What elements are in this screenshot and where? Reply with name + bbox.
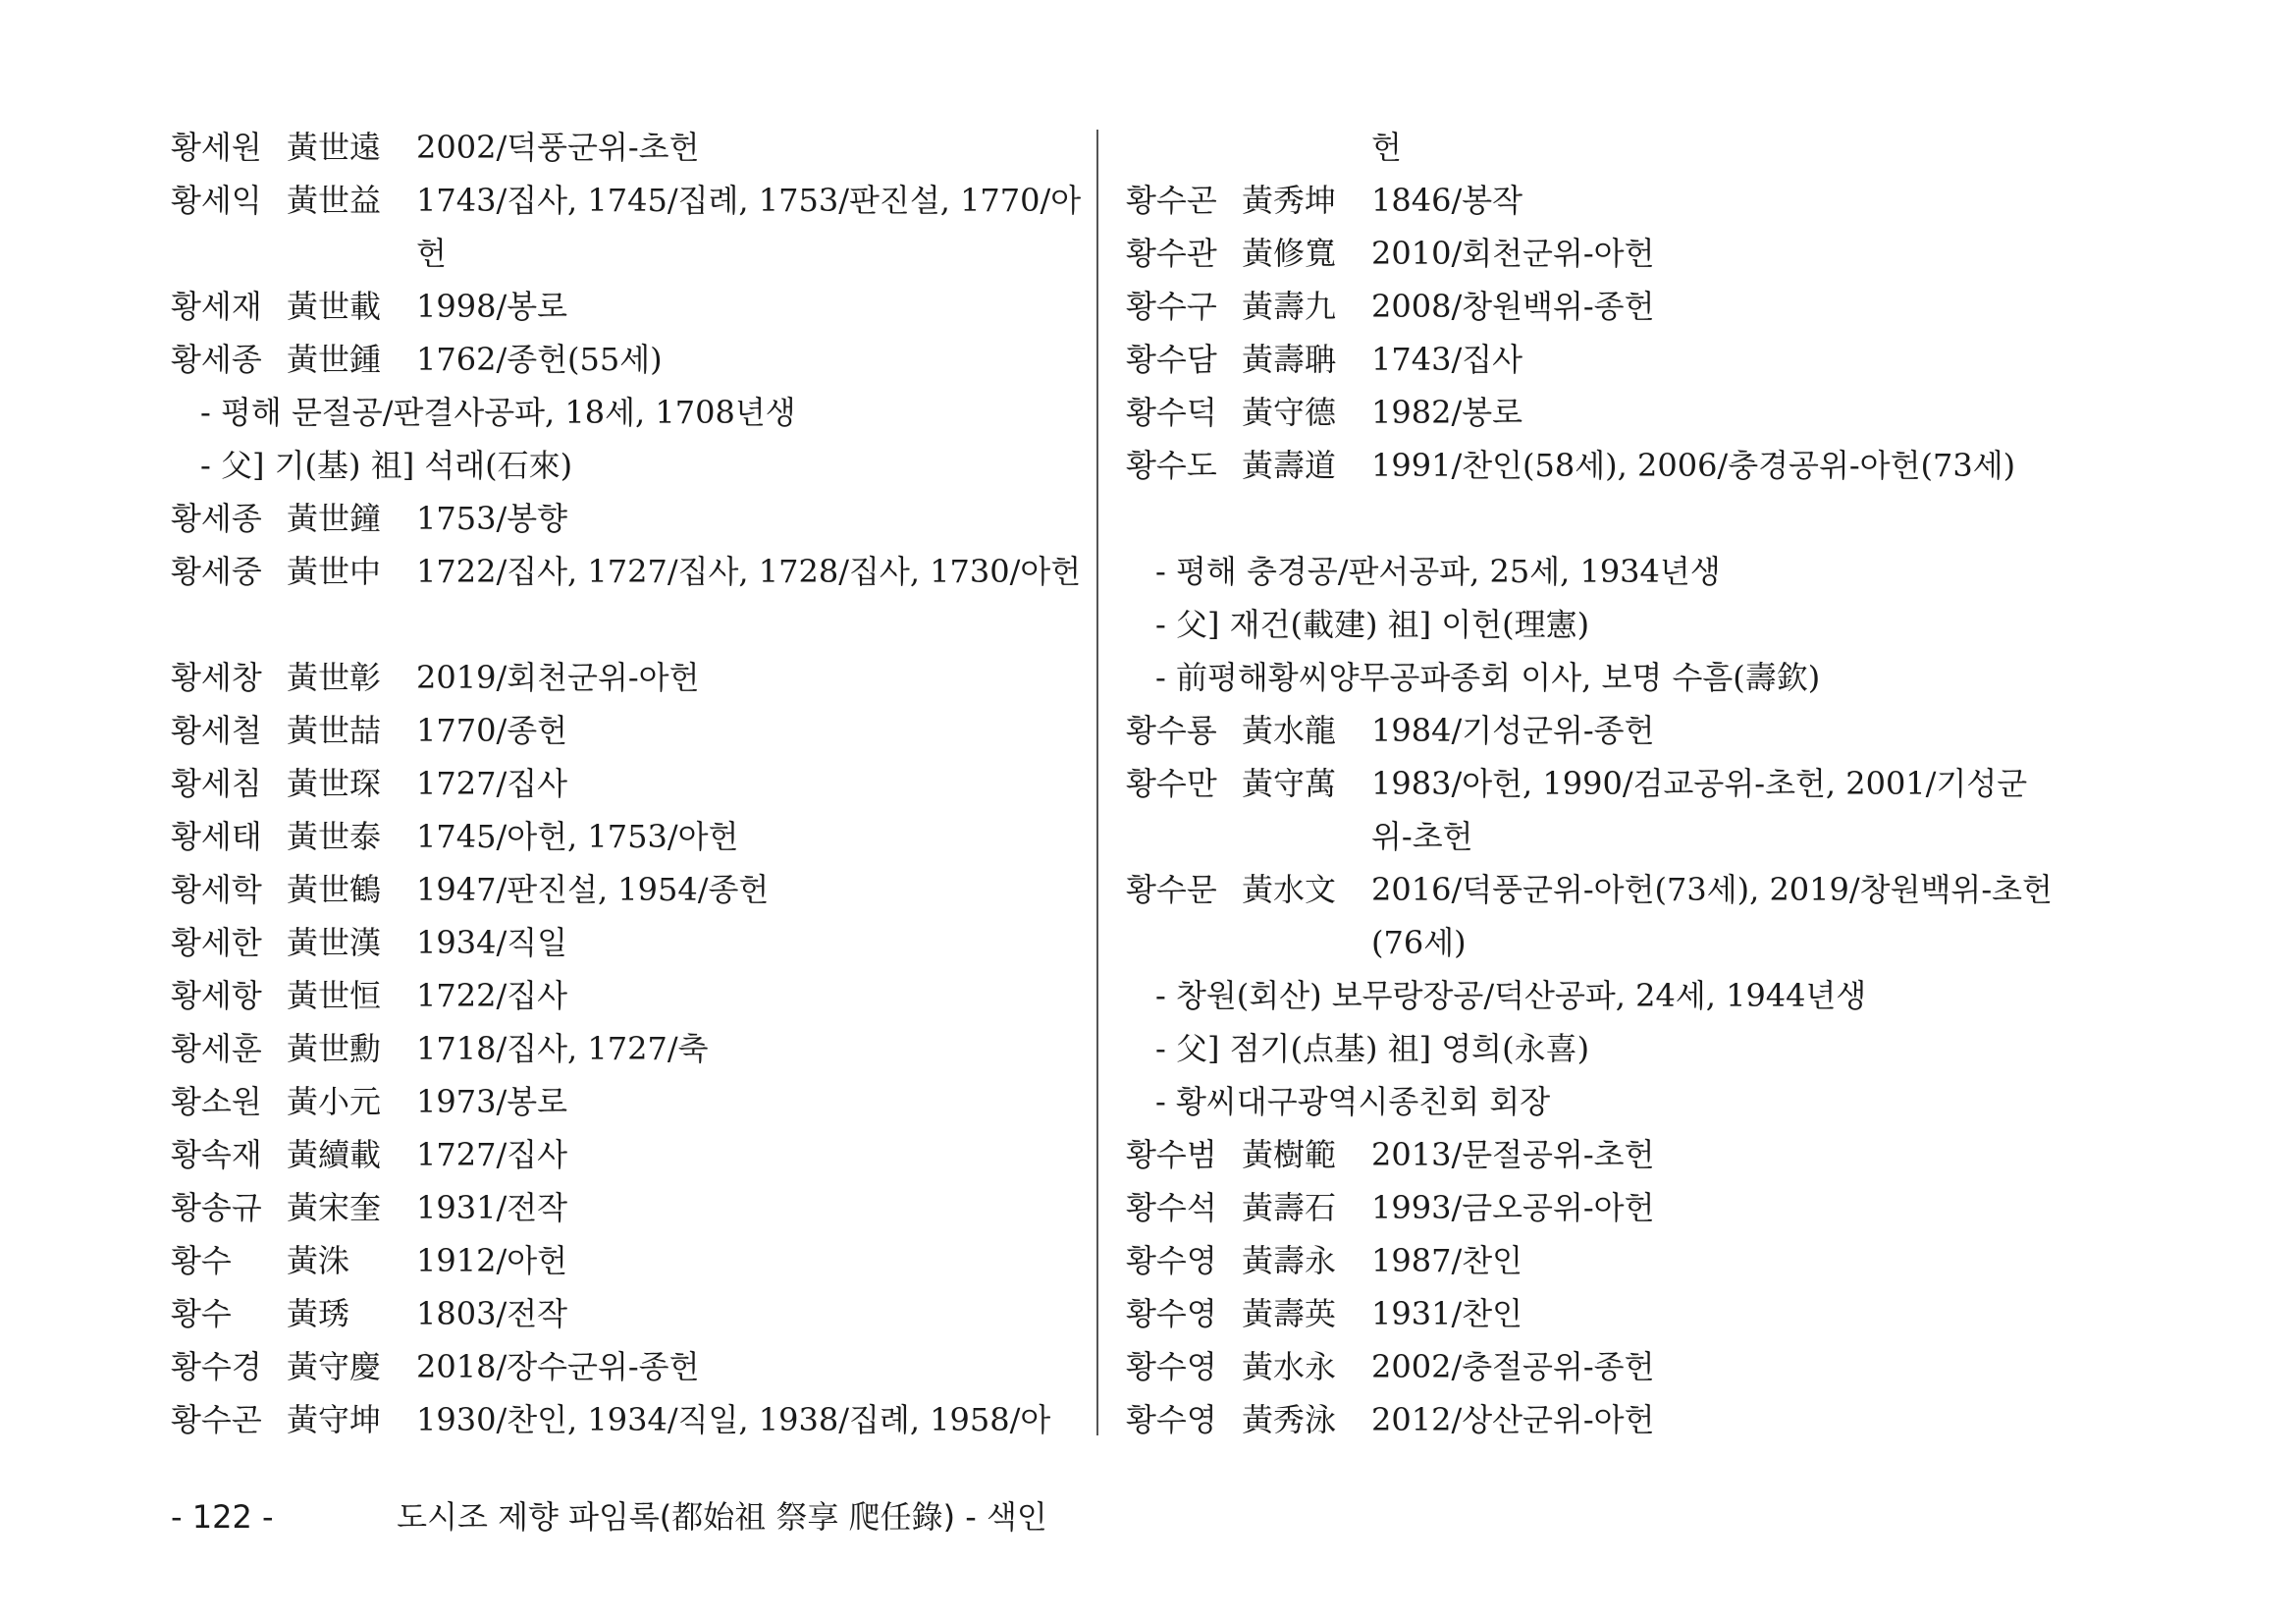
index-entry	[171, 1393, 1084, 1446]
index-entry	[1126, 386, 2058, 439]
person-name: 황세원	[171, 129, 262, 166]
person-hanja: 黃世遠	[287, 129, 382, 166]
index-entry	[1126, 1234, 2058, 1287]
entry-records: 2002/충절공위-종헌	[1371, 1348, 1655, 1385]
entry-records: 1846/봉작	[1371, 182, 1523, 219]
person-hanja: 黃世漢	[287, 924, 382, 961]
person-hanja: 黃壽道	[1242, 447, 1337, 484]
right-index-column	[1126, 121, 2058, 1446]
entry-records: 1931/전작	[416, 1189, 568, 1226]
index-note	[1126, 598, 2058, 651]
entry-records: 2012/상산군위-아헌	[1371, 1401, 1655, 1438]
entry-records: 2013/문절공위-초헌	[1371, 1136, 1655, 1173]
index-note	[1126, 969, 2058, 1022]
entry-records: 1912/아헌	[416, 1242, 568, 1279]
entry-records: 2008/창원백위-종헌	[1371, 288, 1655, 325]
person-hanja: 黃樹範	[1242, 1136, 1337, 1173]
index-note	[1126, 545, 2058, 598]
person-hanja: 黃續載	[287, 1136, 382, 1173]
continuation-text: 헌	[1371, 129, 1402, 166]
person-name: 황세재	[171, 288, 262, 325]
entry-records: 1973/봉로	[416, 1083, 568, 1120]
person-hanja: 黃小元	[287, 1083, 382, 1120]
index-entry	[171, 174, 1084, 280]
person-hanja: 黃世勳	[287, 1030, 382, 1067]
index-note	[1126, 1075, 2058, 1128]
index-entry	[171, 333, 1084, 386]
person-name: 황수곤	[1126, 182, 1217, 219]
person-name: 황수곤	[171, 1401, 262, 1438]
entry-records: 1770/종헌	[416, 712, 568, 749]
person-name: 황수영	[1126, 1348, 1217, 1385]
person-name: 황수범	[1126, 1136, 1217, 1173]
entry-records: 1993/금오공위-아헌	[1371, 1189, 1655, 1226]
entry-records: 2002/덕풍군위-초헌	[416, 129, 700, 166]
entry-records: 1930/찬인, 1934/직일, 1938/집례, 1958/아	[416, 1401, 1051, 1438]
column-divider	[1096, 130, 1098, 1435]
index-entry	[171, 1022, 1084, 1075]
entry-records: 1982/봉로	[1371, 394, 1523, 431]
index-entry	[171, 545, 1084, 651]
entry-records: 1743/집사	[1371, 341, 1523, 378]
person-name: 황수덕	[1126, 394, 1217, 431]
person-name: 황수영	[1126, 1242, 1217, 1279]
person-hanja: 黃秀坤	[1242, 182, 1337, 219]
person-name: 황수	[171, 1295, 232, 1332]
person-hanja: 黃守德	[1242, 394, 1337, 431]
index-entry	[171, 651, 1084, 704]
entry-records: 1718/집사, 1727/축	[416, 1030, 709, 1067]
person-hanja: 黃世泰	[287, 818, 382, 855]
person-name: 황세창	[171, 659, 262, 696]
person-hanja: 黃洙	[287, 1242, 350, 1279]
note-text: - 前평해황씨양무공파종회 이사, 보명 수흠(壽欽)	[1155, 659, 1821, 696]
person-name: 황수문	[1126, 871, 1217, 908]
person-name: 황수룡	[1126, 712, 1217, 749]
note-text: - 황씨대구광역시종친회 회장	[1155, 1083, 1551, 1120]
entry-records: 2019/회천군위-아헌	[416, 659, 700, 696]
index-entry	[171, 1075, 1084, 1128]
person-hanja: 黃世恒	[287, 977, 382, 1014]
person-name: 황수만	[1126, 765, 1217, 802]
index-entry	[1126, 1287, 2058, 1340]
index-entry	[171, 1234, 1084, 1287]
entry-records: 1991/찬인(58세), 2006/충경공위-아헌(73세)	[1371, 447, 2016, 484]
person-hanja: 黃世載	[287, 288, 382, 325]
index-entry	[171, 1340, 1084, 1393]
index-entry	[1126, 1393, 2058, 1446]
index-entry	[171, 492, 1084, 545]
index-note	[1126, 651, 2058, 704]
person-name: 황속재	[171, 1136, 262, 1173]
person-hanja: 黃水龍	[1242, 712, 1337, 749]
index-entry	[171, 280, 1084, 333]
index-entry	[1126, 227, 2058, 280]
person-hanja: 黃世鍾	[287, 341, 382, 378]
person-name: 황세훈	[171, 1030, 262, 1067]
person-name: 황수구	[1126, 288, 1217, 325]
index-entry	[171, 704, 1084, 757]
entry-records: 1745/아헌, 1753/아헌	[416, 818, 739, 855]
note-text: - 父] 점기(点基) 祖] 영희(永喜)	[1155, 1030, 1590, 1067]
person-name: 황세중	[171, 553, 262, 590]
person-hanja: 黃琇	[287, 1295, 350, 1332]
index-note	[171, 439, 1084, 492]
person-name: 황수영	[1126, 1401, 1217, 1438]
note-text: - 평해 문절공/판결사공파, 18세, 1708년생	[200, 394, 796, 431]
person-name: 황세종	[171, 500, 262, 537]
note-text: - 창원(회산) 보무랑장공/덕산공파, 24세, 1944년생	[1155, 977, 1867, 1014]
entry-records: 1934/직일	[416, 924, 568, 961]
person-name: 황세태	[171, 818, 262, 855]
person-hanja: 黃世彰	[287, 659, 382, 696]
person-hanja: 黃宋奎	[287, 1189, 382, 1226]
index-entry	[171, 121, 1084, 174]
person-name: 황송규	[171, 1189, 262, 1226]
entry-records: 1753/봉향	[416, 500, 568, 537]
page-footer	[171, 1492, 1047, 1538]
person-hanja: 黃世鐘	[287, 500, 382, 537]
person-name: 황수석	[1126, 1189, 1217, 1226]
index-entry	[1126, 757, 2058, 863]
person-hanja: 黃壽英	[1242, 1295, 1337, 1332]
page-number: - 122 -	[171, 1498, 274, 1536]
person-hanja: 黃壽九	[1242, 288, 1337, 325]
person-hanja: 黃修寬	[1242, 235, 1337, 272]
person-hanja: 黃壽永	[1242, 1242, 1337, 1279]
index-entry	[1126, 863, 2058, 969]
person-hanja: 黃壽聃	[1242, 341, 1337, 378]
index-entry	[171, 969, 1084, 1022]
entry-records: 1803/전작	[416, 1295, 568, 1332]
index-entry	[1126, 333, 2058, 386]
person-hanja: 黃水永	[1242, 1348, 1337, 1385]
entry-records: 1998/봉로	[416, 288, 568, 325]
person-name: 황수경	[171, 1348, 262, 1385]
entry-records: 1931/찬인	[1371, 1295, 1523, 1332]
index-entry	[171, 757, 1084, 810]
entry-records: 1727/집사	[416, 765, 568, 802]
entry-records: 2018/장수군위-종헌	[416, 1348, 700, 1385]
person-name: 황소원	[171, 1083, 262, 1120]
person-name: 황수담	[1126, 341, 1217, 378]
note-text: - 父] 기(基) 祖] 석래(石來)	[200, 447, 573, 484]
person-name: 황세종	[171, 341, 262, 378]
left-index-column	[171, 121, 1084, 1446]
index-note	[1126, 1022, 2058, 1075]
person-hanja: 黃世益	[287, 182, 382, 219]
person-hanja: 黃守坤	[287, 1401, 382, 1438]
index-entry	[1126, 1181, 2058, 1234]
person-name: 황수	[171, 1242, 232, 1279]
person-name: 황수도	[1126, 447, 1217, 484]
person-hanja: 黃守萬	[1242, 765, 1337, 802]
person-name: 황수영	[1126, 1295, 1217, 1332]
entry-records: 1727/집사	[416, 1136, 568, 1173]
note-text: - 父] 재건(載建) 祖] 이헌(理憲)	[1155, 606, 1590, 643]
note-text: - 평해 충경공/판서공파, 25세, 1934년생	[1155, 553, 1721, 590]
entry-records: 1984/기성군위-종헌	[1371, 712, 1655, 749]
index-entry	[1126, 704, 2058, 757]
index-entry	[171, 1181, 1084, 1234]
person-hanja: 黃世中	[287, 553, 382, 590]
entry-records: 1987/찬인	[1371, 1242, 1523, 1279]
person-name: 황세익	[171, 182, 262, 219]
entry-records: 1722/집사	[416, 977, 568, 1014]
index-entry	[171, 863, 1084, 916]
entry-records: 1762/종헌(55세)	[416, 341, 663, 378]
entry-records: 1722/집사, 1727/집사, 1728/집사, 1730/아헌	[416, 553, 1082, 590]
index-entry	[1126, 1340, 2058, 1393]
index-entry	[171, 1128, 1084, 1181]
index-entry	[1126, 1128, 2058, 1181]
person-hanja: 黃水文	[1242, 871, 1337, 908]
entry-records: 1947/판진설, 1954/종헌	[416, 871, 770, 908]
person-hanja: 黃世鶴	[287, 871, 382, 908]
person-hanja: 黃壽石	[1242, 1189, 1337, 1226]
person-name: 황세한	[171, 924, 262, 961]
index-entry-continuation	[1126, 121, 2058, 174]
index-note	[171, 386, 1084, 439]
person-name: 황수관	[1126, 235, 1217, 272]
person-name: 황세침	[171, 765, 262, 802]
person-name: 황세학	[171, 871, 262, 908]
person-hanja: 黃世喆	[287, 712, 382, 749]
entry-records: 1983/아헌, 1990/검교공위-초헌, 2001/기성군위-초헌	[1371, 765, 2028, 855]
person-hanja: 黃世琛	[287, 765, 382, 802]
index-entry	[171, 916, 1084, 969]
entry-records: 2010/회천군위-아헌	[1371, 235, 1655, 272]
index-entry	[1126, 280, 2058, 333]
entry-records: 2016/덕풍군위-아헌(73세), 2019/창원백위-초헌(76세)	[1371, 871, 2053, 961]
person-hanja: 黃秀泳	[1242, 1401, 1337, 1438]
person-name: 황세항	[171, 977, 262, 1014]
index-entry	[171, 810, 1084, 863]
entry-records: 1743/집사, 1745/집례, 1753/판진설, 1770/아헌	[416, 182, 1082, 272]
person-hanja: 黃守慶	[287, 1348, 382, 1385]
book-title: 도시조 제향 파임록(都始祖 祭享 爬任錄) - 색인	[397, 1498, 1047, 1536]
index-entry	[1126, 174, 2058, 227]
index-entry	[171, 1287, 1084, 1340]
index-entry	[1126, 439, 2058, 545]
person-name: 황세철	[171, 712, 262, 749]
